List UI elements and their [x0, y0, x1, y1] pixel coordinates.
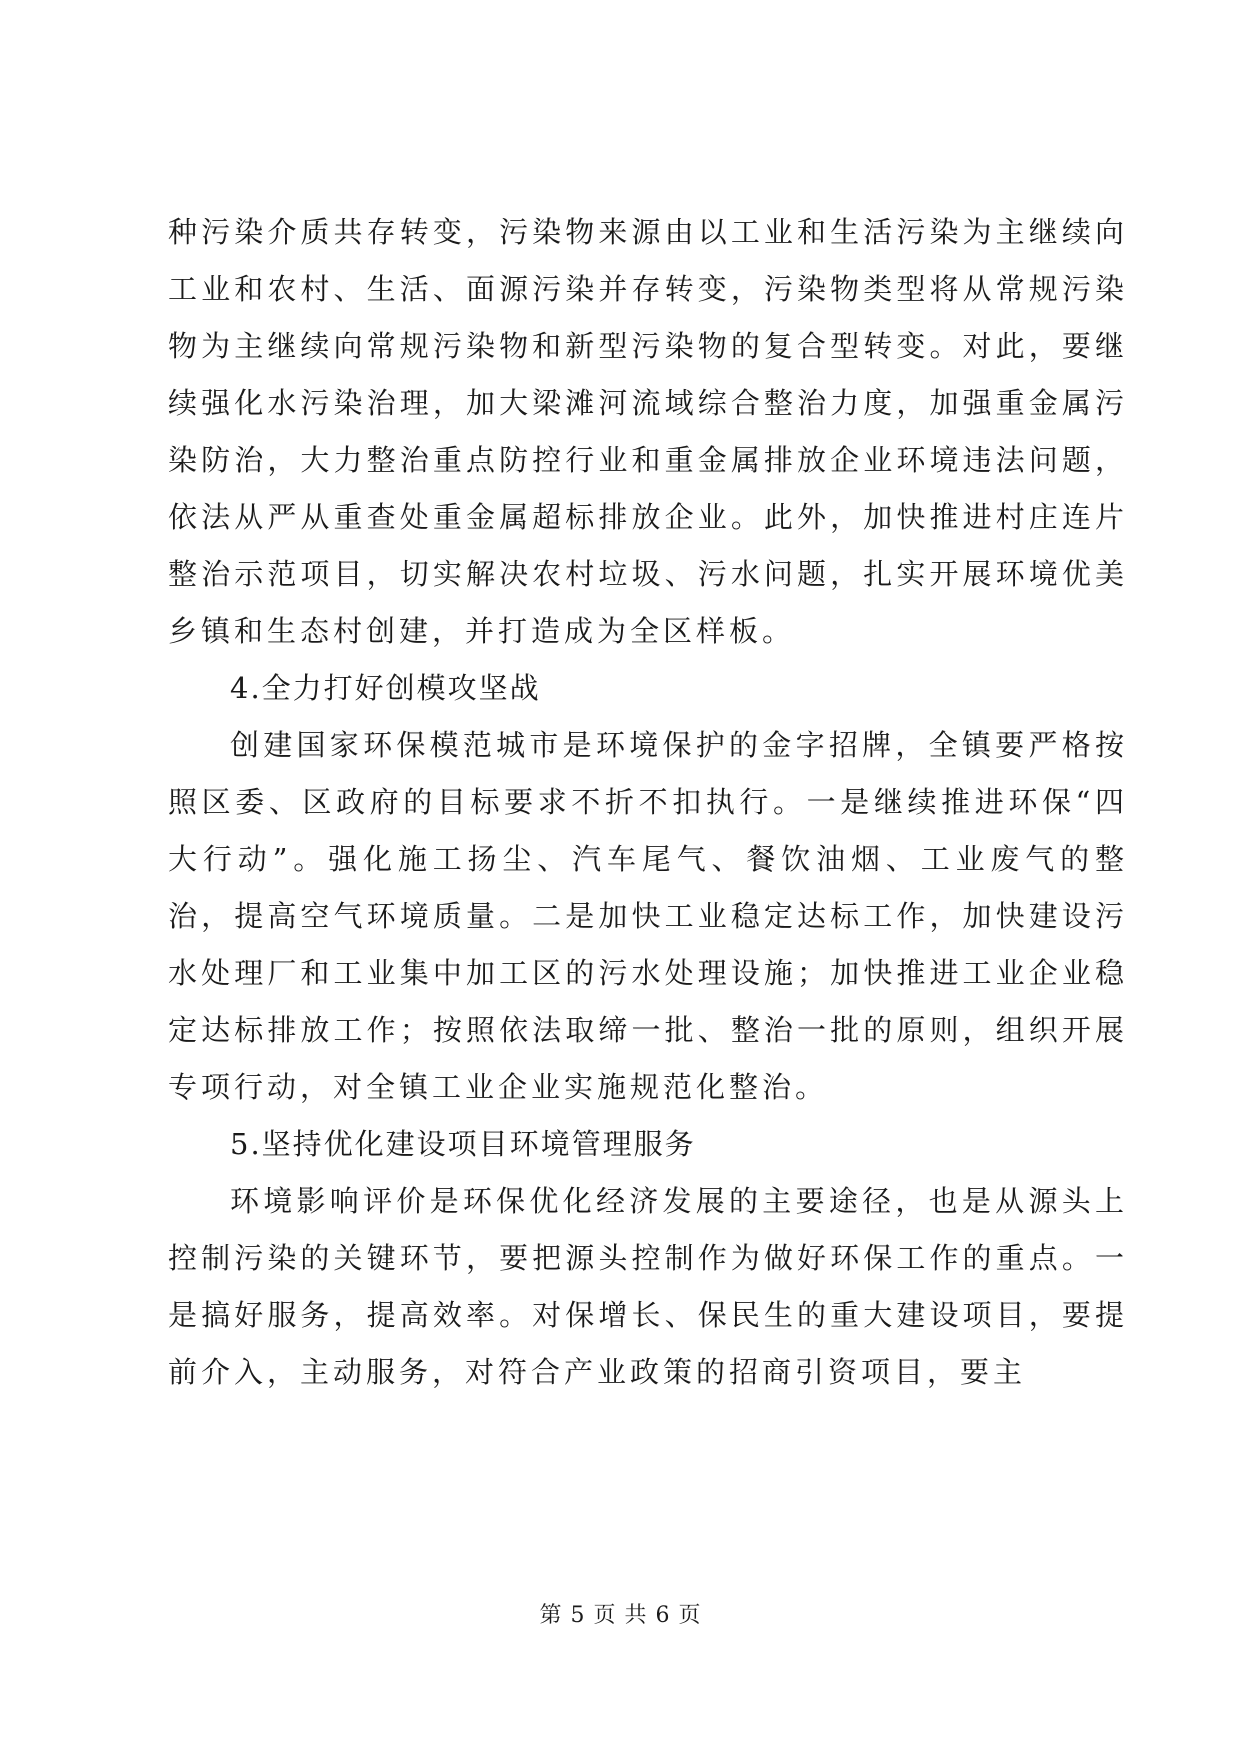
page-footer [0, 1598, 1241, 1629]
paragraph-pollution-trends: 种污染介质共存转变，污染物来源由以工业和生活污染为主继续向工业和农村、生活、面源污染并存转变，污染物类型将从常规污染物为主继续向常规污染物和新型污染物的复合型转变。对此，要继续强化水污染治理，加大梁滩河流域综合整治力度，加强重金属污染防治，大力整治重点防控行业和重金属排放企业环境违法问题，依法从严从重查处重金属超标排放企业。此外，加快推进村庄连片整治示范项目，切实解决农村垃圾、污水问题，扎实开展环境优美乡镇和生态村创建，并打造成为全区样板。 [168, 215, 1128, 648]
paragraph-model-city: 创建国家环保模范城市是环境保护的金字招牌，全镇要严格按照区委、区政府的目标要求不折不扣执行。一是继续推进环保“四大行动”。强化施工扬尘、汽车尾气、餐饮油烟、工业废气的整治，提高空气环境质量。二是加快工业稳定达标工作，加快建设污水处理厂和工业集中加工区的污水处理设施；加快推进工业企业稳定达标排放工作；按照依法取缔一批、整治一批的原则，组织开展专项行动，对全镇工业企业实施规范化整治。 [168, 728, 1128, 1104]
paragraph-eia: 环境影响评价是环保优化经济发展的主要途径，也是从源头上控制污染的关键环节，要把源头控制作为做好环保工作的重点。一是搞好服务，提高效率。对保增长、保民生的重大建设项目，要提前介入，主动服务，对符合产业政策的招商引资项目，要主 [168, 1184, 1128, 1389]
page-number-label: 第 5 页 共 6 页 [539, 1603, 702, 1628]
document-body [168, 204, 1128, 1401]
section-heading-4: 4.全力打好创模攻坚战 [230, 671, 541, 705]
section-heading-5: 5.坚持优化建设项目环境管理服务 [230, 1127, 696, 1161]
